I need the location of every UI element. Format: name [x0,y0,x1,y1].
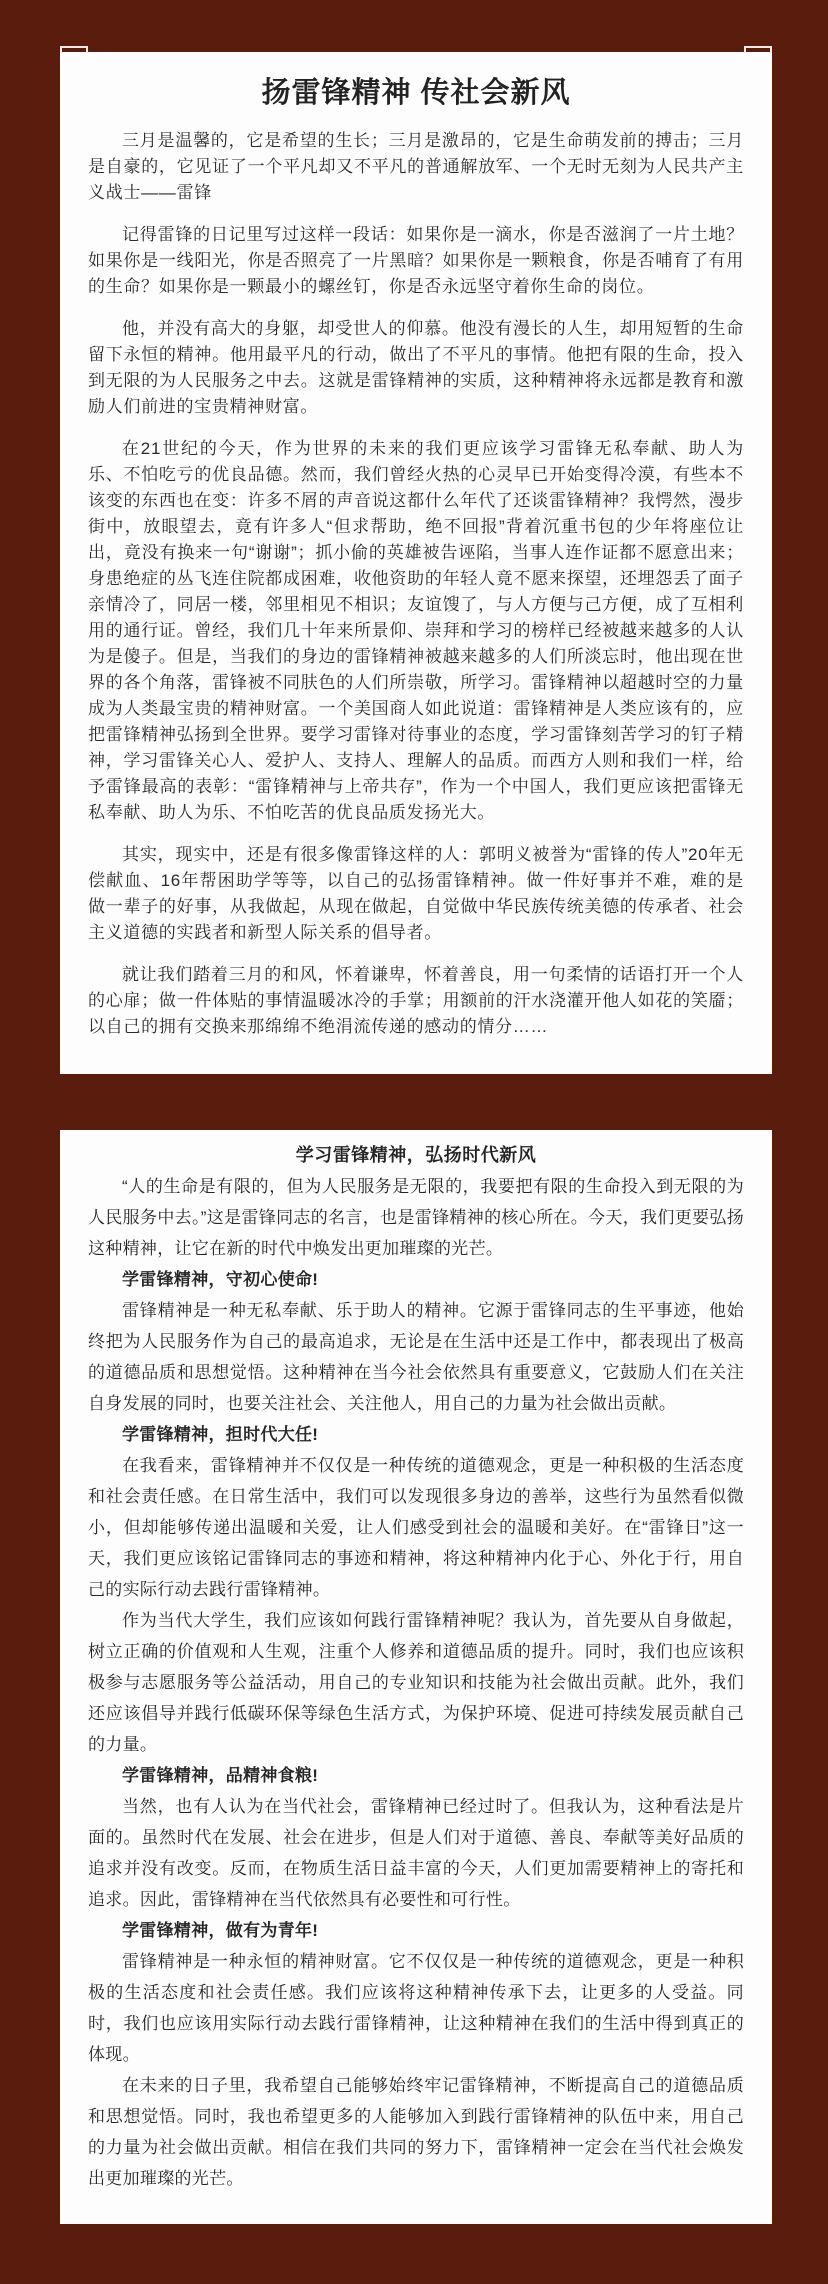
essay1-paragraph: 他，并没有高大的身躯，却受世人的仰慕。他没有漫长的人生，却用短暂的生命留下永恒的精神。他用最平凡的行动，做出了不平凡的事情。他把有限的生命，投入到无限的为人民服务之中去。这就是雷锋精神的实质，这种精神将永远都是教育和激励人们前进的宝贵精神财富。 [88,319,744,416]
essay2-paragraph: 当然，也有人认为在当代社会，雷锋精神已经过时了。但我认为，这种看法是片面的。虽然时代在发展、社会在进步，但是人们对于道德、善良、奉献等美好品质的追求并没有改变。反而，在物质生活日益丰富的今天，人们更加需要精神上的寄托和追求。因此，雷锋精神在当代依然具有必要性和可行性。 [88,1797,744,1909]
essay2-paragraph: “人的生命是有限的，但为人民服务是无限的，我要把有限的生命投入到无限的为人民服务中去。”这是雷锋同志的名言，也是雷锋精神的核心所在。今天，我们更要弘扬这种精神，让它在新的时代中焕发出更加璀璨的光芒。 [88,1177,744,1258]
essay1-paragraph: 记得雷锋的日记里写过这样一段话：如果你是一滴水，你是否滋润了一片土地？如果你是一线阳光，你是否照亮了一片黑暗？如果你是一颗粮食，你是否哺育了有用的生命？如果你是一颗最小的螺丝钉，你是否永远坚守着你生命的岗位。 [88,225,744,296]
essay2-subheading: 学雷锋精神，担时代大任! [122,1425,319,1444]
essay2-paragraph: 雷锋精神是一种无私奉献、乐于助人的精神。它源于雷锋同志的生平事迹，他始终把为人民服务作为自己的最高追求，无论是在生活中还是工作中，都表现出了极高的道德品质和思想觉悟。这种精神在当今社会依然具有重要意义，它鼓励人们在关注自身发展的同时，也要关注社会、关注他人，用自己的力量为社会做出贡献。 [88,1301,744,1413]
essay1-paragraph: 在21世纪的今天，作为世界的未来的我们更应该学习雷锋无私奉献、助人为乐、不怕吃亏的优良品德。然而，我们曾经火热的心灵早已开始变得冷漠，有些本不该变的东西也在变：许多不屑的声音说这都什么年代了还谈雷锋精神？我愕然，漫步街中，放眼望去，竟有许多人“但求帮助，绝不回报”背着沉重书包的少年将座位让出，竟没有换来一句“谢谢”；抓小偷的英雄被告诬陷，当事人连作证都不愿意出来；身患绝症的丛飞连住院都成困难，收他资助的年轻人竟不愿来探望，还埋怨丢了面子亲情冷了，同居一楼，邻里相见不相识；友谊馊了，与人方便与己方便，成了互相利用的通行证。曾经，我们几十年来所景仰、崇拜和学习的榜样已经被越来越多的人认为是傻子。但是，当我们的身边的雷锋精神被越来越多的人们所淡忘时，他出现在世界的各个角落，雷锋被不同肤色的人们所崇敬，所学习。雷锋精神以超越时空的力量成为人类最宝贵的精神财富。一个美国商人如此说道：雷锋精神是人类应该有的，应把雷锋精神弘扬到全世界。要学习雷锋对待事业的态度，学习雷锋刻苦学习的钉子精神，学习雷锋关心人、爱护人、支持人、理解人的品质。而西方人则和我们一样，给予雷锋最高的表彰：“雷锋精神与上帝共存”，作为一个中国人，我们更应该把雷锋无私奉献、助人为乐、不怕吃苦的优良品质发扬光大。 [88,439,744,822]
essay2-paragraph: 雷锋精神是一种永恒的精神财富。它不仅仅是一种传统的道德观念，更是一种积极的生活态度和社会责任感。我们应该将这种精神传承下去，让更多的人受益。同时，我们也应该用实际行动去践行雷锋精神，让这种精神在我们的生活中得到真正的体现。 [88,1952,744,2064]
essay2-paragraph: 在未来的日子里，我希望自己能够始终牢记雷锋精神，不断提高自己的道德品质和思想觉悟。同时，我也希望更多的人能够加入到践行雷锋精神的队伍中来，用自己的力量为社会做出贡献。相信在我们共同的努力下，雷锋精神一定会在当代社会焕发出更加璀璨的光芒。 [88,2076,744,2188]
essay1-title: 扬雷锋精神 传社会新风 [261,77,571,109]
essay1-paragraph: 三月是温馨的，它是希望的生长；三月是激昂的，它是生命萌发前的搏击；三月是自豪的，它见证了一个平凡却又不平凡的普通解放军、一个无时无刻为人民共产主义战士——雷锋 [88,131,744,202]
essay1-body [88,128,744,1040]
document-page-1 [60,52,772,1074]
essay1-paragraph: 就让我们踏着三月的和风，怀着谦卑，怀着善良，用一句柔情的话语打开一个人的心扉；做一件体贴的事情温暖冰冷的手掌；用额前的汗水浇灌开他人如花的笑靥；以自己的拥有交换来那绵绵不绝涓流传递的感动的情分…… [88,965,744,1036]
page-corner-mark-right [744,46,772,53]
essay2-paragraph: 在我看来，雷锋精神并不仅仅是一种传统的道德观念，更是一种积极的生活态度和社会责任感。在日常生活中，我们可以发现很多身边的善举，这些行为虽然看似微小，但却能够传递出温暖和关爱，让人们感受到社会的温暖和美好。在“雷锋日”这一天，我们更应该铭记雷锋同志的事迹和精神，将这种精神内化于心、外化于行，用自己的实际行动去践行雷锋精神。 [88,1456,744,1599]
essay2-subheading: 学雷锋精神，守初心使命! [122,1270,319,1289]
essay1-paragraph: 其实，现实中，还是有很多像雷锋这样的人：郭明义被誉为“雷锋的传人”20年无偿献血、16年帮困助学等等，以自己的弘扬雷锋精神。做一件好事并不难，难的是做一辈子的好事，从我做起，从现在做起，自觉做中华民族传统美德的传承者、社会主义道德的实践者和新型人际关系的倡导者。 [88,845,744,942]
document-page-2 [60,1130,772,2224]
essay2-body [88,1171,744,2194]
essay2-subheading: 学雷锋精神，品精神食粮! [122,1766,319,1785]
page-corner-mark-left [60,46,88,53]
essay2-title: 学习雷锋精神，弘扬时代新风 [295,1145,537,1165]
essay2-subheading: 学雷锋精神，做有为青年! [122,1921,319,1940]
essay2-paragraph: 作为当代大学生，我们应该如何践行雷锋精神呢？我认为，首先要从自身做起，树立正确的价值观和人生观，注重个人修养和道德品质的提升。同时，我们也应该积极参与志愿服务等公益活动，用自己的专业知识和技能为社会做出贡献。此外，我们还应该倡导并践行低碳环保等绿色生活方式，为保护环境、促进可持续发展贡献自己的力量。 [88,1611,744,1754]
